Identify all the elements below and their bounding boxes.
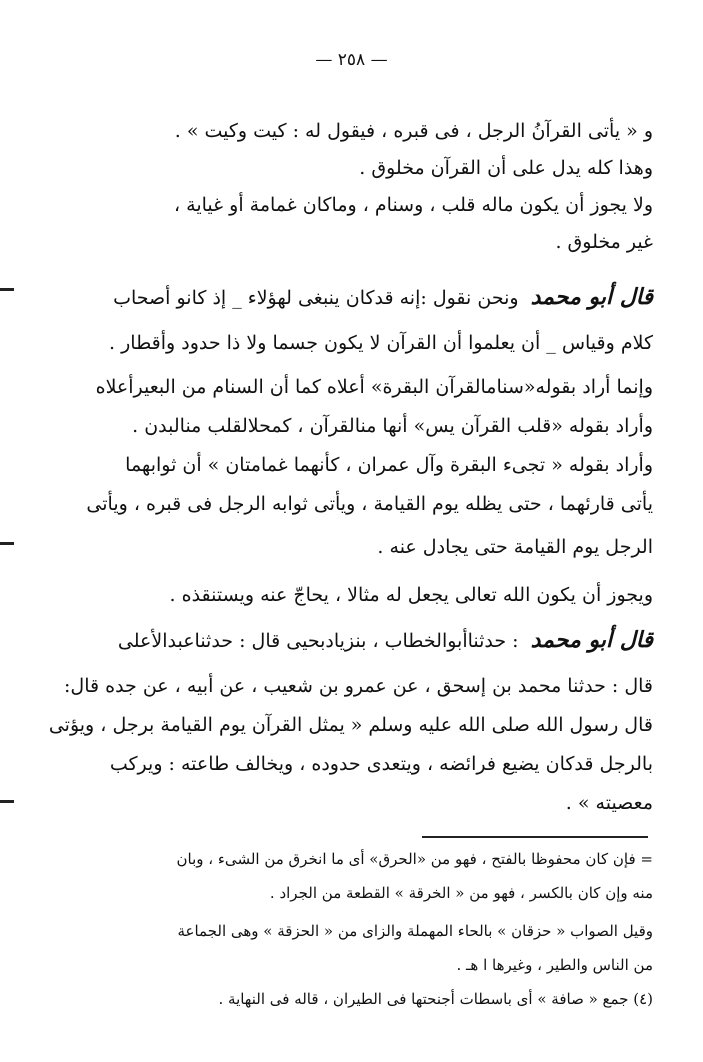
text-line-7: وإنما أراد بقوله«سنامالقرآن البقرة» أعلاه كما أن السنام من البعيرأعلاه <box>95 376 653 398</box>
text-line-8: وأراد بقوله «قلب القرآن يس» أنها منالقرآن ، كمحلالقلب منالبدن . <box>132 415 653 437</box>
text-line-11: الرجل يوم القيامة حتى يجادل عنه . <box>377 536 653 558</box>
text-line-14: قال : حدثنا محمد بن إسحق ، عن عمرو بن شعيب ، عن أبيه ، عن جده قال: <box>64 675 653 697</box>
speaker-heading-2: قال أبو محمد <box>530 627 653 653</box>
margin-mark <box>0 800 14 803</box>
text-line-15: قال رسول الله صلى الله عليه وسلم « يمثل القرآن يوم القيامة برجل ، ويؤتى <box>48 714 653 736</box>
footnote-divider <box>422 836 648 838</box>
margin-mark <box>0 542 14 545</box>
footnote-line-2: منه وإن كان بالكسر ، فهو من « الخرقة » القطعة من الجراد . <box>269 884 653 902</box>
text-line-1: و « يأتى القرآنُ الرجل ، فى قبره ، فيقول له : كيت وكيت » . <box>174 120 653 142</box>
text-line-17: معصيته » . <box>565 792 653 814</box>
text-line-9: وأراد بقوله « تجىء البقرة وآل عمران ، كأنهما غمامتان » أن ثوابهما <box>125 454 653 476</box>
text-line-13: : حدثناأبوالخطاب ، بنزيادبحيى قال : حدثناعبدالأعلى <box>117 630 519 652</box>
text-line-10: يأتى قارئهما ، حتى يظله يوم القيامة ، ويأتى ثوابه الرجل فى قبره ، ويأتى <box>86 493 653 515</box>
text-line-6: كلام وقياس _ أن يعلموا أن القرآن لا يكون جسما ولا ذا حدود وأقطار . <box>109 332 653 354</box>
margin-mark <box>0 288 14 291</box>
paragraph-line-13 <box>118 627 653 653</box>
footnote-line-4: من الناس والطير ، وغيرها ا هـ . <box>456 956 653 974</box>
footnote-line-3: وقيل الصواب « حزقان » بالحاء المهملة والزاى من « الحزقة » وهى الجماعة <box>177 922 653 940</box>
text-line-12: ويجوز أن يكون الله تعالى يجعل له مثالا ، يحاجّ عنه ويستنقذه . <box>169 584 653 606</box>
speaker-heading: قال أبو محمد <box>530 284 653 310</box>
text-line-5: ونحن نقول :إنه قدكان ينبغى لهؤلاء _ إذ كانو أصحاب <box>113 287 519 309</box>
text-line-16: بالرجل قدكان يضيع فرائضه ، ويتعدى حدوده ، ويخالف طاعته : ويركب <box>109 753 653 775</box>
footnote-line-5: (٤) جمع « صافة » أى باسطات أجنحتها فى الطيران ، قاله فى النهاية . <box>218 990 653 1008</box>
paragraph-line-5 <box>113 284 653 310</box>
text-line-3: ولا يجوز أن يكون ماله قلب ، وسنام ، وماكان غمامة أو غياية ، <box>174 194 653 216</box>
text-line-2: وهذا كله يدل على أن القرآن مخلوق . <box>359 157 653 179</box>
page-number: — ٢٥٨ — <box>315 50 388 70</box>
footnote-line-1: = فإن كان محفوظا بالفتح ، فهو من «الحرق» أى ما انخرق من الشىء ، وبان <box>176 850 653 868</box>
text-line-4: غير مخلوق . <box>555 231 653 253</box>
